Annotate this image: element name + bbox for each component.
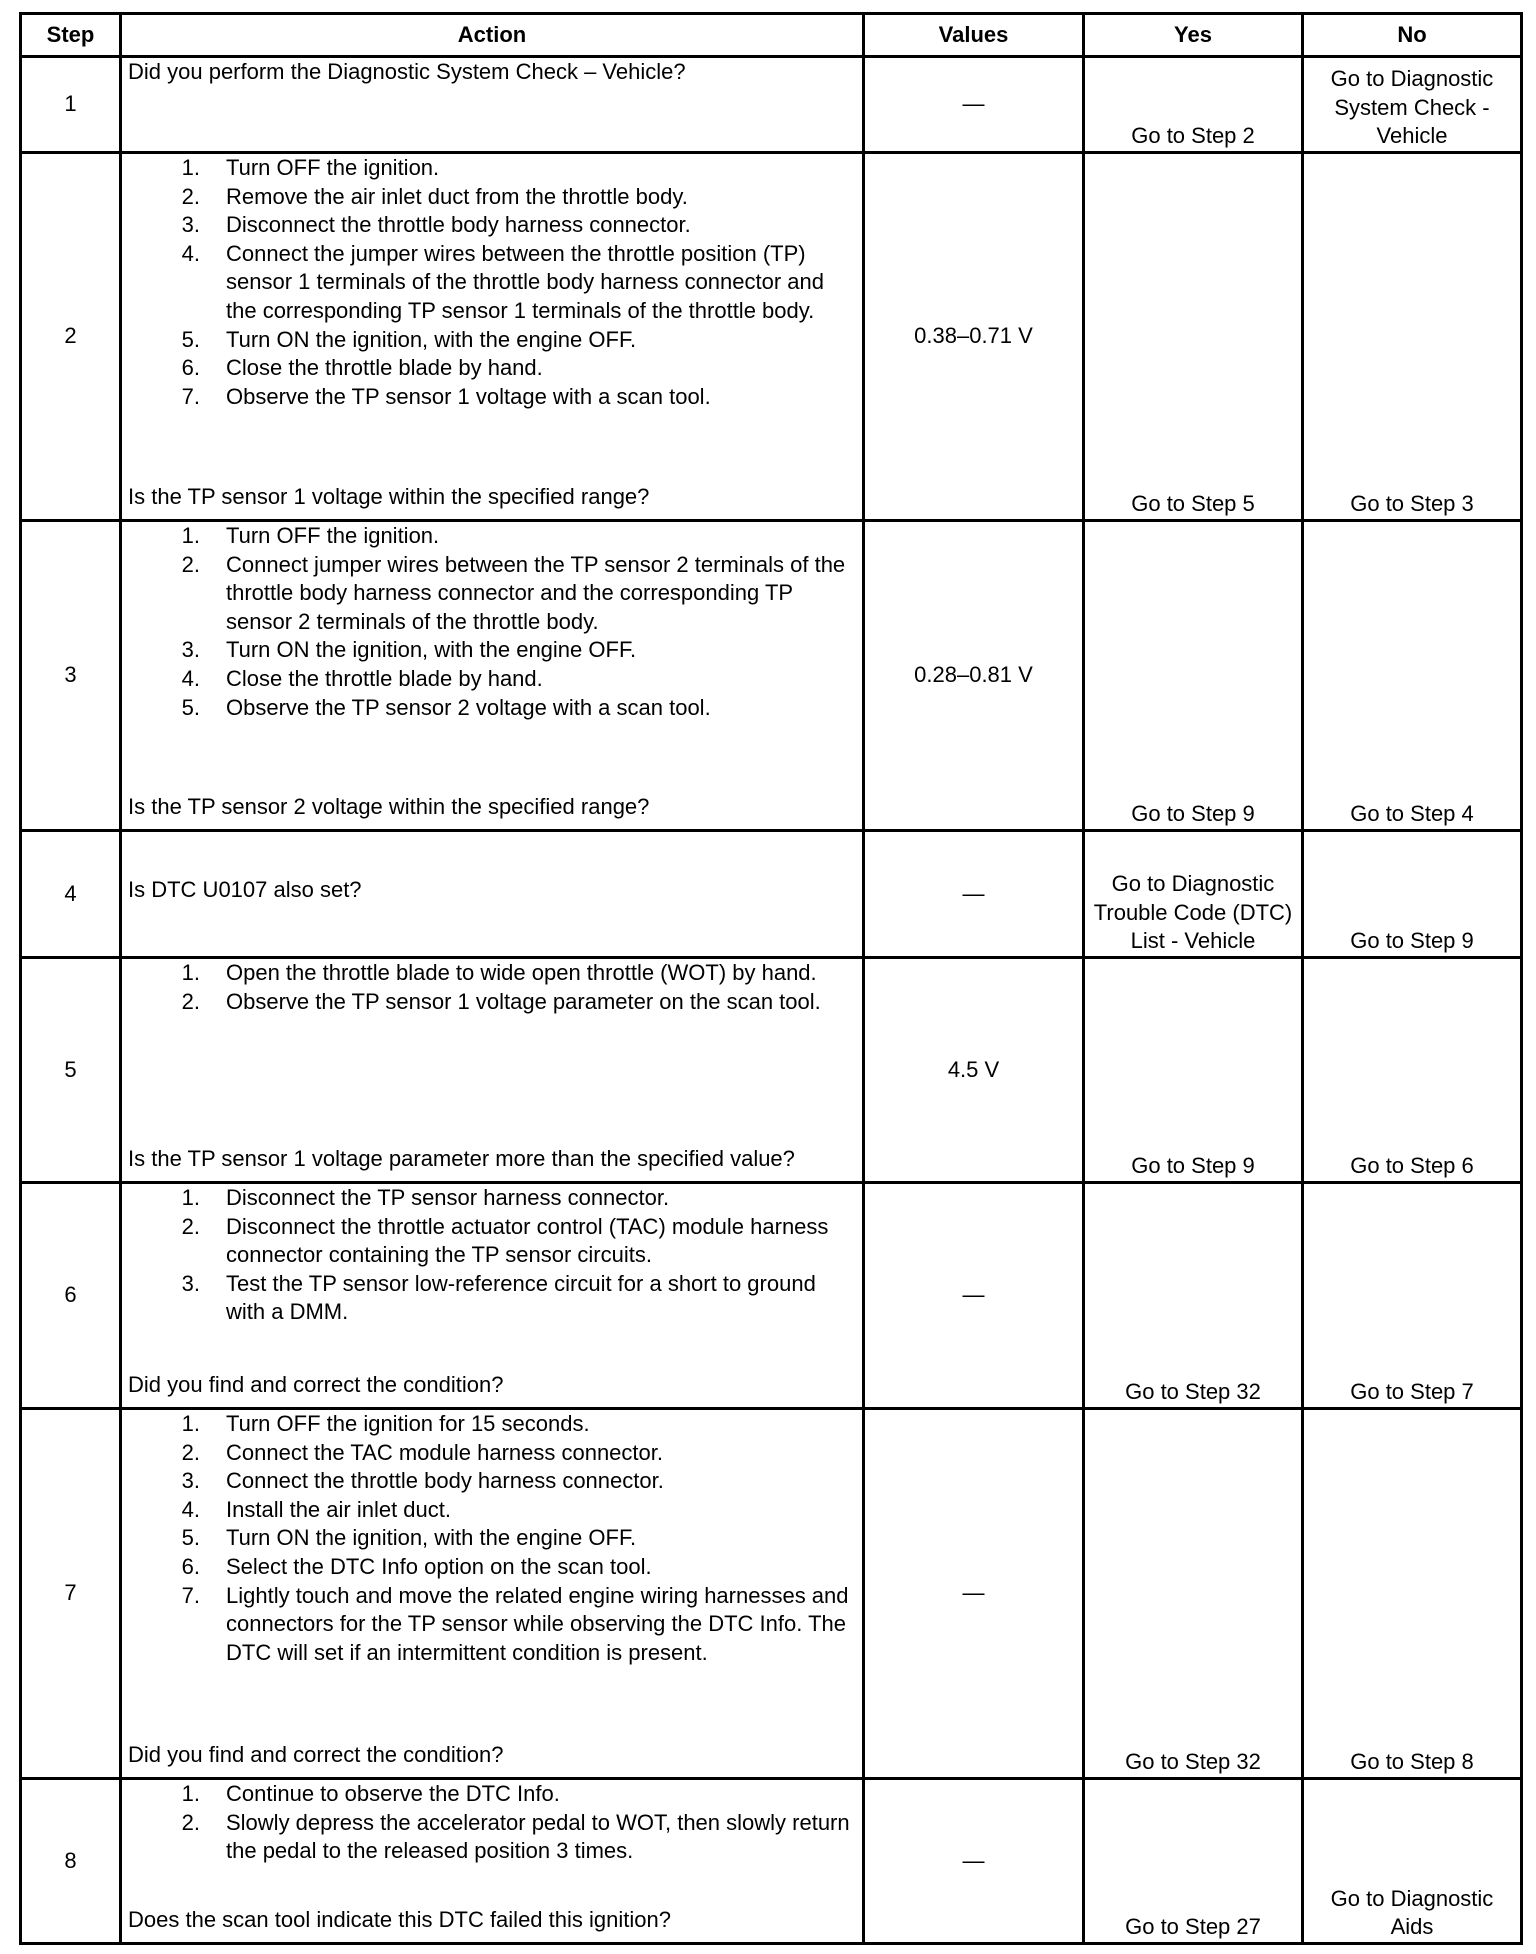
yes-result: Go to Step 32 <box>1084 1183 1303 1409</box>
action-step-number: 2. <box>181 1809 200 1835</box>
action-step-number: 3. <box>181 637 200 663</box>
action-cell <box>121 521 864 831</box>
action-step-number: 4. <box>181 240 200 266</box>
action-step-text: Disconnect the throttle actuator control (TAC) module harness connector containing the TP sensor circuits. <box>226 1213 829 1268</box>
action-question: Is the TP sensor 1 voltage parameter more than the specified value? <box>128 1146 795 1172</box>
no-result: Go to Step 7 <box>1303 1183 1522 1409</box>
action-step-text: Install the air inlet duct. <box>226 1496 452 1522</box>
action-step-text: Slowly depress the accelerator pedal to WOT, then slowly return the pedal to the released position 3 times. <box>226 1809 850 1864</box>
action-step-text: Observe the TP sensor 2 voltage with a scan tool. <box>226 694 711 720</box>
action-step-item <box>128 240 856 326</box>
action-step-number: 1. <box>181 1411 200 1436</box>
no-result: Go to Diagnostic System Check - Vehicle <box>1303 57 1522 153</box>
table-row <box>21 1183 1522 1409</box>
action-step-text: Test the TP sensor low-reference circuit for a short to ground with a DMM. <box>226 1270 816 1325</box>
action-step-item <box>128 154 856 183</box>
action-step-item <box>128 1553 856 1582</box>
header-action: Action <box>121 14 864 57</box>
action-step-number: 3. <box>181 212 200 238</box>
action-step-item <box>128 183 856 212</box>
action-step-item <box>128 1270 856 1327</box>
step-number: 1 <box>21 57 121 153</box>
action-step-number: 1. <box>181 1781 200 1806</box>
action-step-text: Turn ON the ignition, with the engine OFF. <box>226 1525 637 1551</box>
action-step-number: 1. <box>181 155 200 180</box>
action-cell <box>121 1183 864 1409</box>
action-step-item <box>128 1467 856 1496</box>
action-step-number: 2. <box>181 183 200 209</box>
action-content <box>128 832 856 949</box>
action-step-number: 7. <box>181 383 200 409</box>
spec-value: 0.38–0.71 V <box>864 153 1084 521</box>
action-step-item <box>128 959 856 988</box>
no-result: Go to Diagnostic Aids <box>1303 1779 1522 1944</box>
action-question: Does the scan tool indicate this DTC failed this ignition? <box>128 1907 671 1933</box>
action-question: Is the TP sensor 1 voltage within the specified range? <box>128 484 650 510</box>
action-step-text: Continue to observe the DTC Info. <box>226 1781 560 1806</box>
yes-result: Go to Step 5 <box>1084 153 1303 521</box>
action-step-number: 2. <box>181 988 200 1014</box>
action-step-text: Close the throttle blade by hand. <box>226 355 543 381</box>
action-step-number: 5. <box>181 326 200 352</box>
no-result: Go to Step 4 <box>1303 521 1522 831</box>
step-number: 2 <box>21 153 121 521</box>
table-row <box>21 958 1522 1183</box>
spec-value: — <box>864 1183 1084 1409</box>
action-step-item <box>128 551 856 637</box>
spec-value: — <box>864 57 1084 153</box>
header-values: Values <box>864 14 1084 57</box>
header-yes: Yes <box>1084 14 1303 57</box>
action-step-number: 6. <box>181 1553 200 1579</box>
action-step-text: Lightly touch and move the related engine wiring harnesses and connectors for the TP sensor while observing the DTC Info. The DTC will set if an intermittent condition is present. <box>226 1582 849 1665</box>
action-step-text: Remove the air inlet duct from the throttle body. <box>226 183 688 209</box>
step-number: 4 <box>21 831 121 958</box>
action-cell <box>121 1409 864 1779</box>
action-step-number: 2. <box>181 551 200 577</box>
action-step-text: Turn ON the ignition, with the engine OFF. <box>226 637 637 663</box>
action-step-text: Connect jumper wires between the TP sensor 2 terminals of the throttle body harness connector and the corresponding TP sensor 2 terminals of the throttle body. <box>226 551 846 634</box>
spec-value: — <box>864 1779 1084 1944</box>
action-step-item <box>128 1582 856 1668</box>
action-cell <box>121 831 864 958</box>
action-step-item <box>128 1439 856 1468</box>
spec-value: 0.28–0.81 V <box>864 521 1084 831</box>
action-step-item <box>128 988 856 1017</box>
action-step-item <box>128 1496 856 1525</box>
action-step-item <box>128 1410 856 1439</box>
yes-result: Go to Step 27 <box>1084 1779 1303 1944</box>
action-step-item <box>128 1809 856 1866</box>
action-step-text: Turn OFF the ignition for 15 seconds. <box>226 1411 590 1436</box>
action-content <box>128 1184 856 1400</box>
action-steps <box>128 522 856 722</box>
action-step-number: 5. <box>181 694 200 720</box>
action-cell <box>121 1779 864 1944</box>
table-row <box>21 521 1522 831</box>
action-step-text: Connect the jumper wires between the throttle position (TP) sensor 1 terminals of the throttle body harness connector and the corresponding TP sensor 1 terminals of the throttle body. <box>226 240 825 323</box>
action-step-text: Disconnect the throttle body harness connector. <box>226 212 691 238</box>
action-step-number: 3. <box>181 1468 200 1494</box>
action-step-item <box>128 211 856 240</box>
table-row <box>21 57 1522 153</box>
action-step-text: Turn OFF the ignition. <box>226 155 440 180</box>
step-number: 6 <box>21 1183 121 1409</box>
action-step-item <box>128 694 856 723</box>
action-question: Is the TP sensor 2 voltage within the specified range? <box>128 794 650 820</box>
spec-value: — <box>864 831 1084 958</box>
table-row <box>21 831 1522 958</box>
action-steps <box>128 1184 856 1327</box>
action-content <box>128 1780 856 1935</box>
action-content <box>128 1410 856 1770</box>
action-step-item <box>128 354 856 383</box>
diagnostic-table <box>19 12 1523 1945</box>
action-cell <box>121 57 864 153</box>
action-step-number: 2. <box>181 1439 200 1465</box>
no-result: Go to Step 6 <box>1303 958 1522 1183</box>
action-question: Did you perform the Diagnostic System Check – Vehicle? <box>128 59 686 84</box>
action-step-item <box>128 326 856 355</box>
action-question: Did you find and correct the condition? <box>128 1372 504 1398</box>
table-row <box>21 1779 1522 1944</box>
no-result: Go to Step 8 <box>1303 1409 1522 1779</box>
yes-result: Go to Step 9 <box>1084 958 1303 1183</box>
action-step-text: Observe the TP sensor 1 voltage parameter on the scan tool. <box>226 988 821 1014</box>
action-step-item <box>128 665 856 694</box>
action-step-item <box>128 1780 856 1809</box>
action-steps <box>128 959 856 1016</box>
step-number: 8 <box>21 1779 121 1944</box>
action-step-number: 4. <box>181 665 200 691</box>
action-step-number: 3. <box>181 1270 200 1296</box>
action-step-number: 7. <box>181 1582 200 1608</box>
action-step-number: 6. <box>181 355 200 381</box>
no-result: Go to Step 3 <box>1303 153 1522 521</box>
action-content <box>128 154 856 512</box>
yes-result: Go to Step 32 <box>1084 1409 1303 1779</box>
action-step-text: Connect the throttle body harness connector. <box>226 1468 664 1494</box>
step-number: 5 <box>21 958 121 1183</box>
step-number: 3 <box>21 521 121 831</box>
action-question: Is DTC U0107 also set? <box>128 877 362 903</box>
action-step-number: 1. <box>181 1185 200 1210</box>
action-step-text: Select the DTC Info option on the scan tool. <box>226 1553 652 1579</box>
spec-value: 4.5 V <box>864 958 1084 1183</box>
no-result: Go to Step 9 <box>1303 831 1522 958</box>
action-step-number: 1. <box>181 523 200 548</box>
yes-result: Go to Diagnostic Trouble Code (DTC) List - Vehicle <box>1084 831 1303 958</box>
action-step-number: 5. <box>181 1525 200 1551</box>
action-step-item <box>128 1213 856 1270</box>
action-cell <box>121 958 864 1183</box>
action-step-item <box>128 383 856 412</box>
action-step-number: 2. <box>181 1213 200 1239</box>
action-steps <box>128 1410 856 1667</box>
yes-result: Go to Step 9 <box>1084 521 1303 831</box>
action-step-text: Turn ON the ignition, with the engine OFF. <box>226 326 637 352</box>
yes-result: Go to Step 2 <box>1084 57 1303 153</box>
step-number: 7 <box>21 1409 121 1779</box>
action-step-number: 1. <box>181 960 200 985</box>
header-step: Step <box>21 14 121 57</box>
action-content <box>128 959 856 1174</box>
action-step-text: Open the throttle blade to wide open throttle (WOT) by hand. <box>226 960 817 985</box>
action-step-item <box>128 636 856 665</box>
action-step-text: Close the throttle blade by hand. <box>226 665 543 691</box>
header-no: No <box>1303 14 1522 57</box>
action-content <box>128 58 856 144</box>
action-steps <box>128 1780 856 1866</box>
action-step-item <box>128 1184 856 1213</box>
spec-value: — <box>864 1409 1084 1779</box>
action-step-text: Turn OFF the ignition. <box>226 523 440 548</box>
action-cell <box>121 153 864 521</box>
table-row <box>21 1409 1522 1779</box>
action-step-item <box>128 522 856 551</box>
table-header-row <box>21 14 1522 57</box>
action-steps <box>128 154 856 411</box>
action-question: Did you find and correct the condition? <box>128 1742 504 1768</box>
table-row <box>21 153 1522 521</box>
action-step-number: 4. <box>181 1496 200 1522</box>
action-step-text: Connect the TAC module harness connector. <box>226 1439 663 1465</box>
action-step-item <box>128 1524 856 1553</box>
action-step-text: Disconnect the TP sensor harness connector. <box>226 1185 670 1210</box>
action-content <box>128 522 856 822</box>
action-step-text: Observe the TP sensor 1 voltage with a scan tool. <box>226 383 711 409</box>
